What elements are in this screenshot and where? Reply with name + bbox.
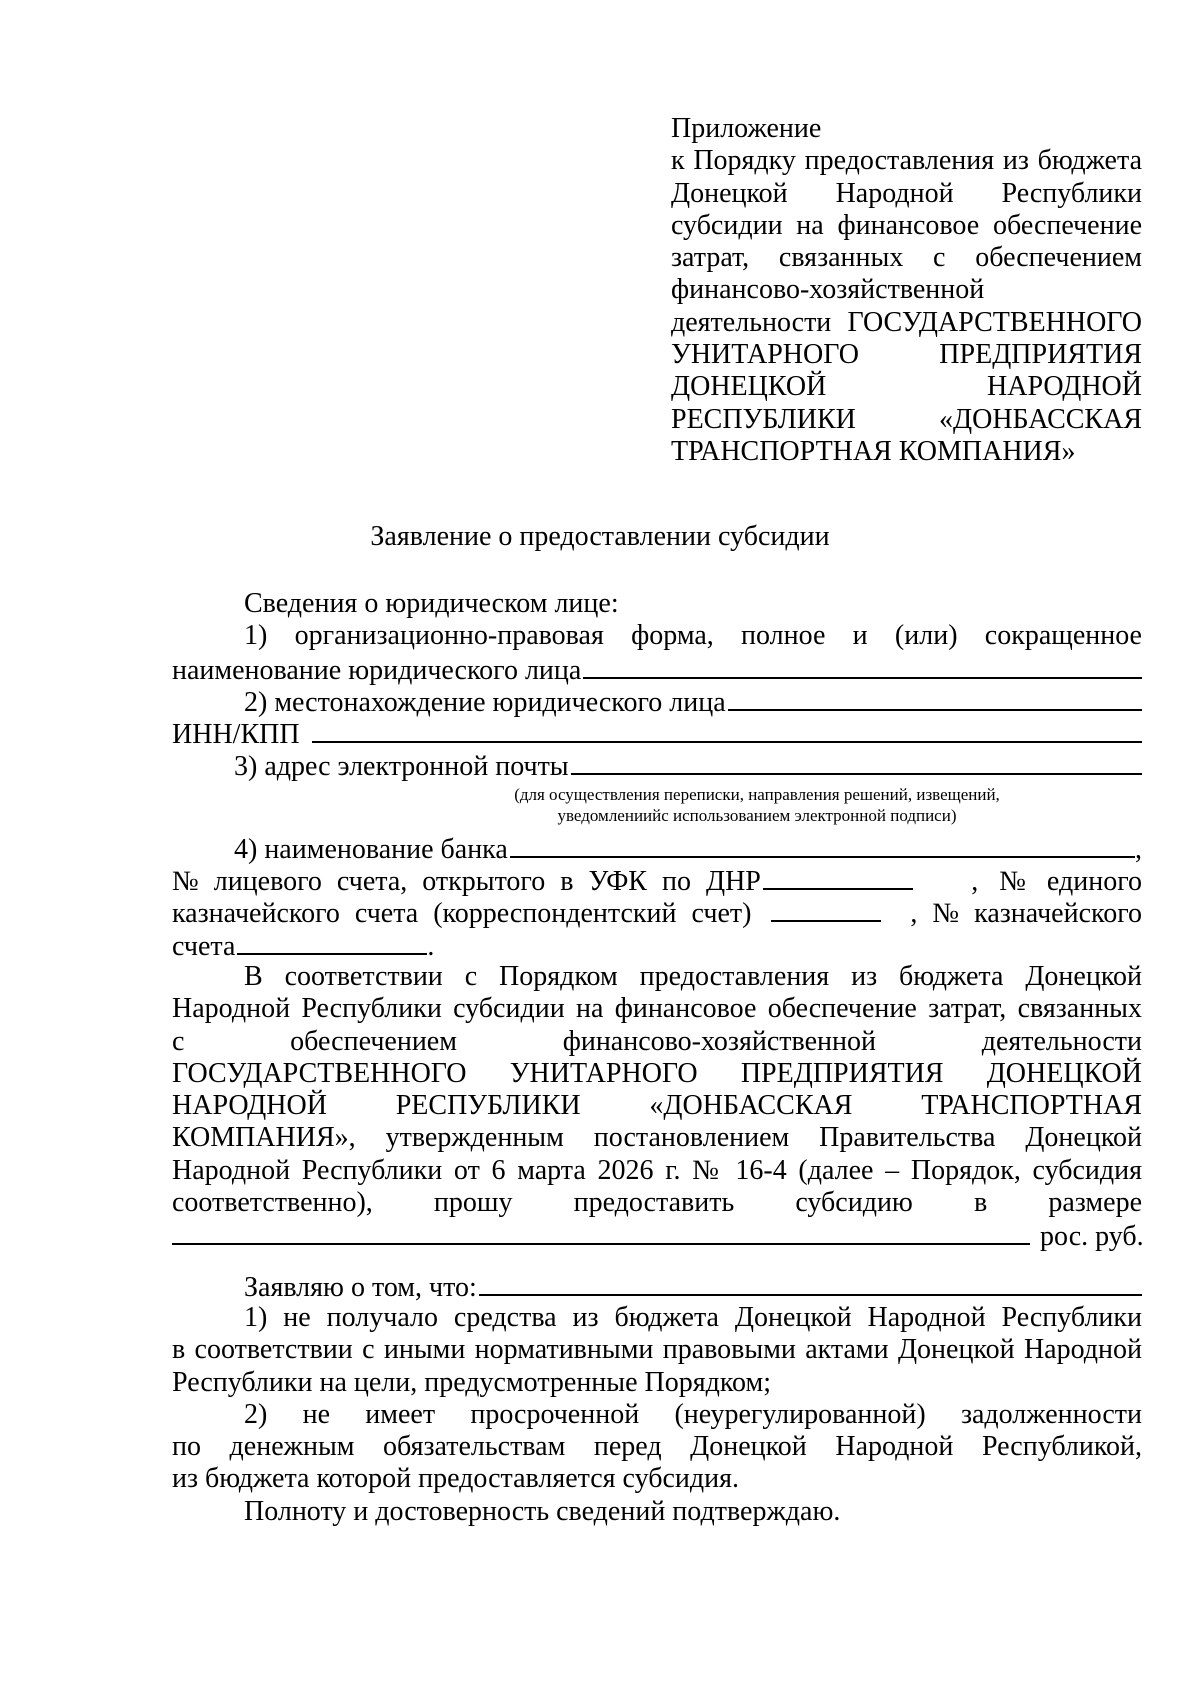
item4-comma: , [1135, 833, 1142, 865]
bank-name-field[interactable] [510, 832, 1135, 858]
request-line: ГОСУДАРСТВЕННОГО УНИТАРНОГО ПРЕДПРИЯТИЯ ДОНЕЦКОЙ [172, 1057, 1142, 1089]
inn-kpp-label: ИНН/КПП [172, 719, 300, 751]
request-line: Народной Республики субсидии на финансовое обеспечение затрат, связанных [172, 993, 1142, 1025]
declaration-item1-line: 1) не получало средства из бюджета Донецкой Народной Республики [244, 1301, 1142, 1333]
document-body [172, 588, 1142, 1528]
single-account-label: , № единого [971, 866, 1142, 898]
request-line: с обеспечением финансово-хозяйственной деятельности [172, 1025, 1142, 1057]
item4-label: 4) наименование банка [234, 833, 508, 865]
appendix-line: деятельности ГОСУДАРСТВЕННОГО [671, 306, 1142, 338]
account-row [172, 864, 1142, 896]
account-c-label: счета [172, 930, 236, 962]
appendix-line: субсидии на финансовое обеспечение [671, 209, 1142, 241]
treasury-row [172, 896, 1142, 928]
email-field-note [172, 784, 1142, 826]
appendix-line: ТРАНСПОРТНАЯ КОМПАНИЯ» [671, 435, 1076, 467]
item4-row [172, 832, 1142, 864]
item2-row [172, 685, 1142, 717]
amount-row [172, 1219, 1142, 1251]
document-title: Заявление о предоставлении субсидии [370, 521, 830, 552]
account-c-end: . [427, 930, 435, 962]
inn-kpp-row [172, 717, 1142, 749]
declaration-heading: Заявляю о том, что: [244, 1271, 477, 1303]
correspondent-account-field[interactable] [771, 896, 881, 922]
appendix-header [671, 113, 1142, 468]
legal-entity-heading: Сведения о юридическом лице: [244, 588, 619, 619]
item2-label: 2) местонахождение юридического лица [244, 686, 726, 718]
appendix-line: УНИТАРНОГО ПРЕДПРИЯТИЯ [671, 339, 1142, 371]
declaration-heading-row [172, 1270, 1142, 1302]
request-line: соответственно), прошу предоставить субсидию в размере [172, 1187, 1142, 1219]
item3-row [172, 749, 1142, 781]
declaration-item1-line: Республики на цели, предусмотренные Порядком; [172, 1366, 772, 1398]
email-field[interactable] [571, 749, 1142, 775]
appendix-line: ДОНЕЦКОЙ НАРОДНОЙ [671, 371, 1142, 403]
declaration-field[interactable] [479, 1270, 1142, 1296]
appendix-line: к Порядку предоставления из бюджета [671, 145, 1142, 177]
location-field[interactable] [728, 685, 1142, 711]
account-label: № лицевого счета, открытого в УФК по ДНР [172, 866, 761, 898]
request-line: КОМПАНИЯ», утвержденным постановлением Правительства Донецкой [172, 1122, 1142, 1154]
declaration-item2-line: 2) не имеет просроченной (неурегулированной) задолженности [244, 1398, 1142, 1430]
appendix-line: РЕСПУБЛИКИ «ДОНБАССКАЯ [671, 403, 1142, 435]
item1-text: 1) организационно-правовая форма, полное и (или) сокращенное [244, 620, 1142, 652]
subsidy-amount-field[interactable] [172, 1219, 1030, 1245]
confirmation-text: Полноту и достоверность сведений подтверждаю. [244, 1495, 841, 1527]
inn-kpp-field[interactable] [312, 717, 1142, 743]
request-line: НАРОДНОЙ РЕСПУБЛИКИ «ДОНБАССКАЯ ТРАНСПОРТНАЯ [172, 1090, 1142, 1122]
personal-account-field[interactable] [763, 864, 913, 890]
request-line: Народной Республики от 6 марта 2026 г. № 16-4 (далее – Порядок, субсидия [172, 1154, 1142, 1186]
item1-name-label: наименование юридического лица [172, 654, 582, 686]
appendix-line: финансово-хозяйственной [671, 274, 985, 306]
request-line: В соответствии с Порядком предоставления из бюджета Донецкой [244, 960, 1142, 992]
item1-name-row [172, 653, 1142, 685]
treasury-account-field[interactable] [237, 929, 427, 955]
account-c-row [172, 929, 1142, 961]
declaration-item1-line: в соответствии с иными нормативными правовыми актами Донецкой Народной [172, 1334, 1142, 1366]
declaration-item2-line: по денежным обязательствам перед Донецкой Народной Республикой, [172, 1431, 1142, 1463]
treasury-account-label: , № казначейского [910, 898, 1142, 930]
legal-entity-name-field[interactable] [583, 653, 1142, 679]
treasury-label: казначейского счета (корреспондентский счет) [172, 898, 752, 930]
declaration-item2-line: из бюджета которой предоставляется субсидия. [172, 1463, 739, 1495]
item3-label: 3) адрес электронной почты [234, 751, 569, 783]
appendix-line: Приложение [671, 113, 822, 144]
amount-unit: рос. руб. [1040, 1221, 1144, 1253]
note-line: (для осуществления переписки, направления решений, извещений, [514, 784, 1000, 804]
note-line: уведомлениийс использованием электронной подписи) [557, 805, 957, 825]
appendix-line: Донецкой Народной Республики [671, 177, 1142, 209]
appendix-line: затрат, связанных с обеспечением [671, 242, 1142, 274]
